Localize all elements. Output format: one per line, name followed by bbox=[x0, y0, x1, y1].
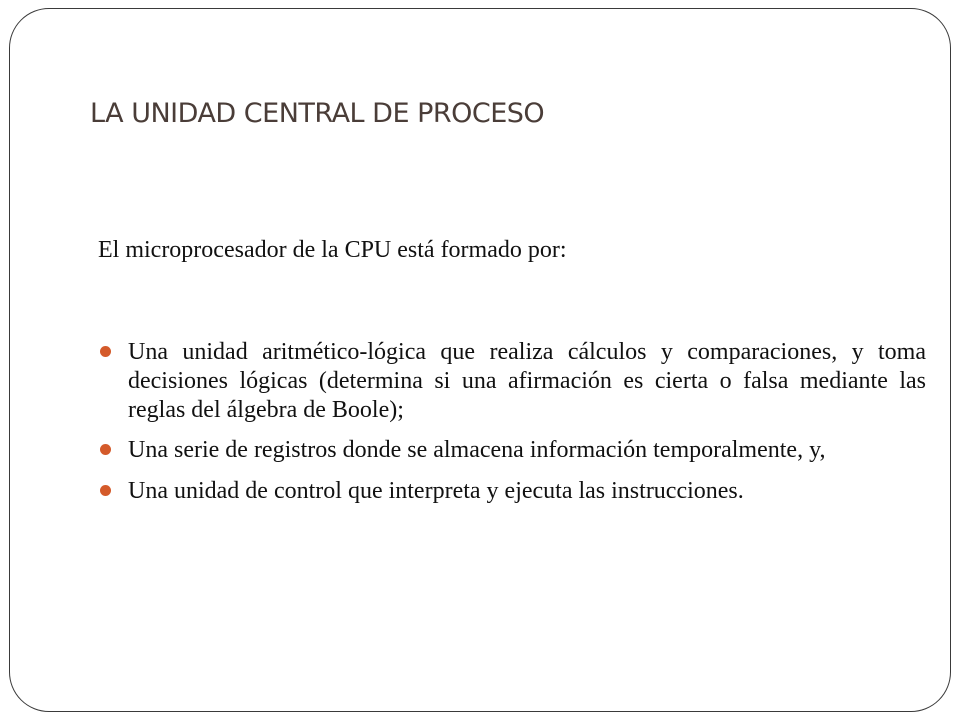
slide-title: LA UNIDAD CENTRAL DE PROCESO bbox=[90, 98, 545, 129]
bullet-item-control-unit bbox=[98, 477, 926, 506]
bullet-item-registers bbox=[98, 436, 926, 465]
bullet-text: Una unidad de control que interpreta y ejecuta las instrucciones. bbox=[128, 478, 744, 505]
bullet-list bbox=[98, 338, 926, 518]
bullet-dot-icon bbox=[100, 346, 111, 357]
bullet-dot-icon bbox=[100, 444, 111, 455]
intro-text: El microprocesador de la CPU está formado por: bbox=[98, 237, 567, 263]
bullet-text: Una serie de registros donde se almacena información temporalmente, y, bbox=[128, 437, 826, 464]
bullet-text: Una unidad aritmético-lógica que realiza cálculos y comparaciones, y toma decisiones lógicas (determina si una afirmación es cierta o falsa mediante las reglas del álgebra de Boole); bbox=[128, 339, 926, 423]
bullet-dot-icon bbox=[100, 485, 111, 496]
bullet-item-alu bbox=[98, 338, 926, 424]
